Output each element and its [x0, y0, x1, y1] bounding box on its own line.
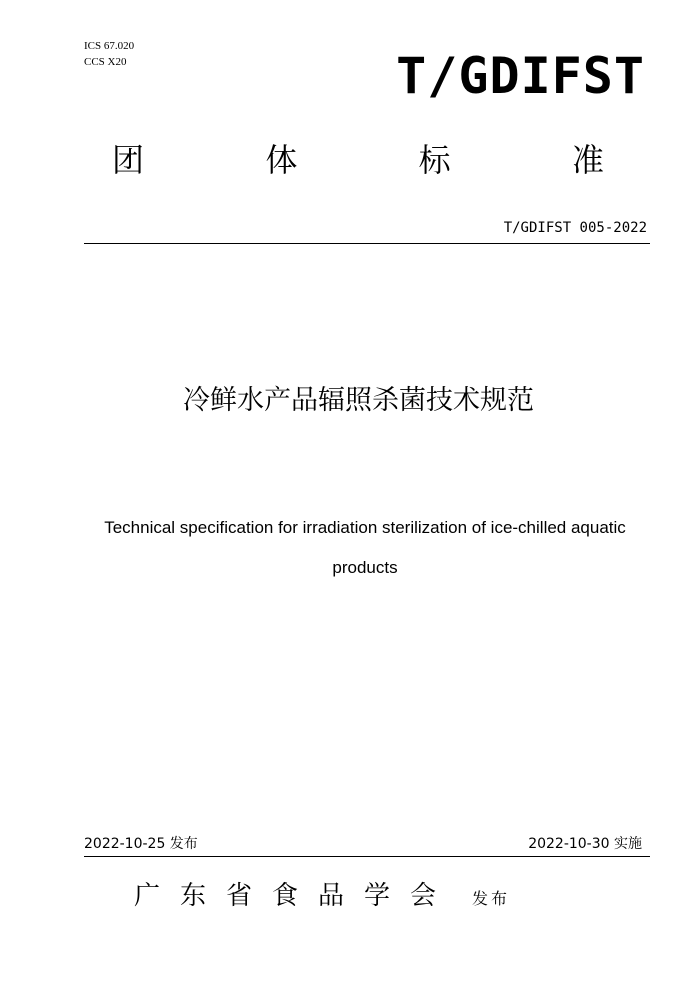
standard-code-logo: T/GDIFST: [396, 47, 645, 105]
implement-date: 2022-10-30 实施: [528, 836, 642, 852]
standard-number: T/GDIFST 005-2022: [503, 220, 647, 236]
standard-type-char: 团: [112, 141, 145, 179]
top-divider: [84, 243, 650, 244]
publisher: [134, 876, 510, 919]
publisher-suffix: 发布: [472, 889, 511, 908]
standard-type-char: 体: [265, 141, 298, 179]
standard-type: [112, 138, 604, 182]
publisher-org: 广东省食品学会: [134, 881, 457, 911]
standard-type-char: 准: [571, 141, 604, 179]
bottom-divider: [84, 856, 650, 857]
ics-code: ICS 67.020: [84, 40, 135, 52]
standard-type-char: 标: [418, 141, 451, 179]
publish-date: 2022-10-25 发布: [84, 836, 198, 852]
title-chinese: 冷鲜水产品辐照杀菌技术规范: [183, 385, 534, 416]
classification-codes: [84, 38, 134, 70]
title-english: Technical specification for irradiation sterilization of ice-chilled aquatic products: [104, 518, 626, 577]
ccs-code: CCS X20: [84, 56, 127, 68]
